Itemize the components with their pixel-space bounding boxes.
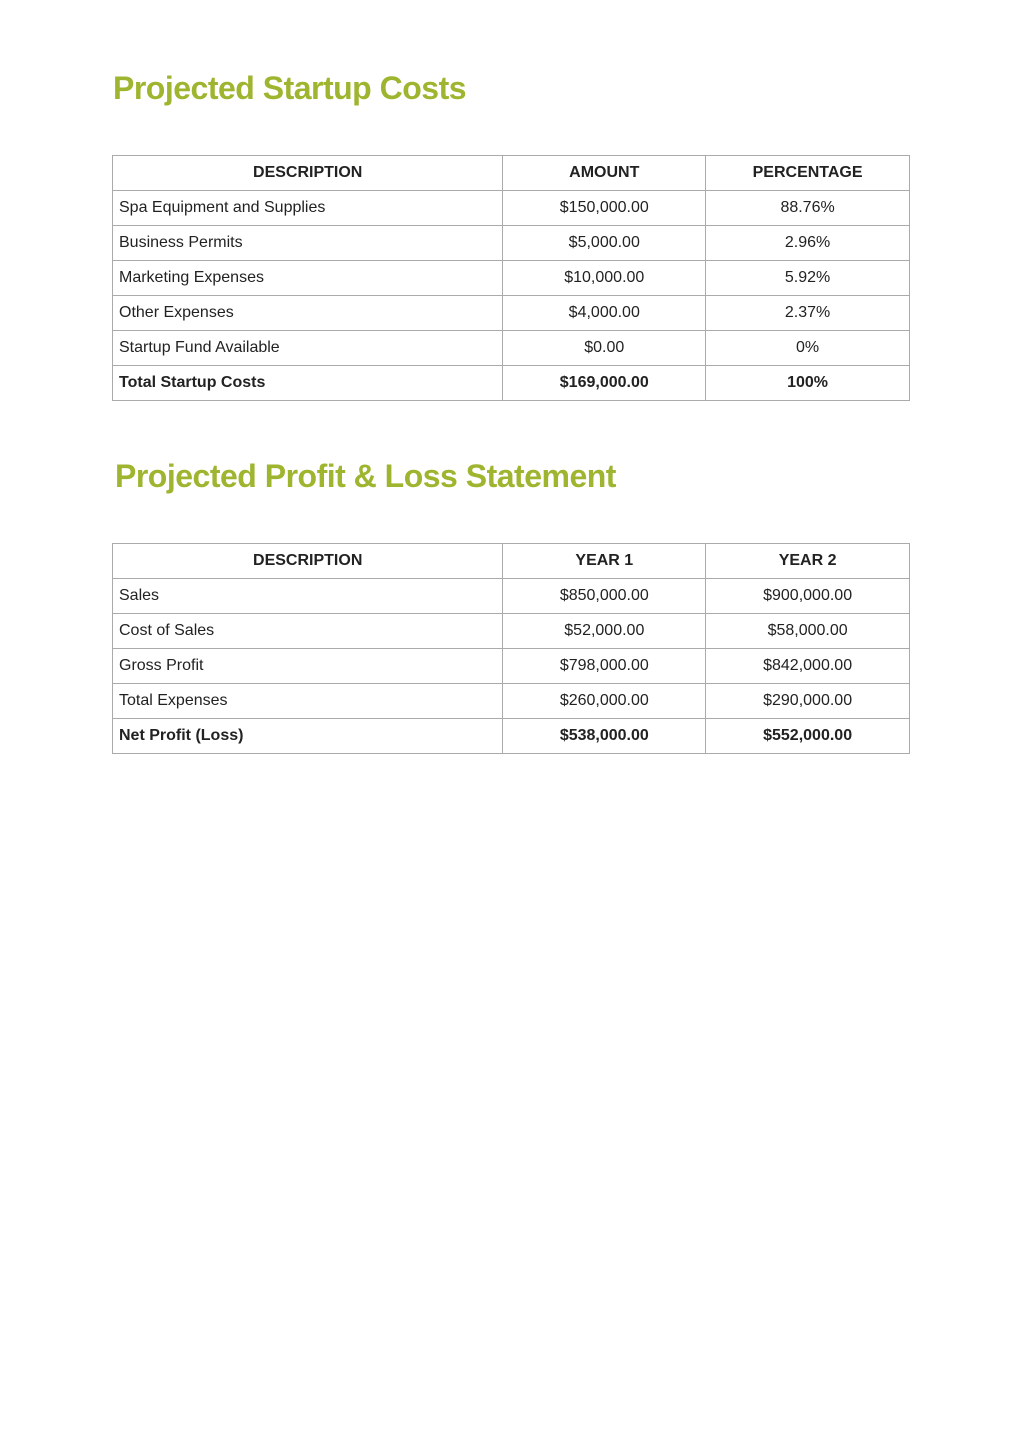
column-header: AMOUNT bbox=[503, 156, 706, 191]
row-description: Total Startup Costs bbox=[113, 366, 503, 401]
table-row bbox=[113, 331, 910, 366]
total-row bbox=[113, 719, 910, 754]
row-description: Sales bbox=[113, 579, 503, 614]
row-value: $169,000.00 bbox=[503, 366, 706, 401]
row-description: Total Expenses bbox=[113, 684, 503, 719]
table-row bbox=[113, 261, 910, 296]
table-row bbox=[113, 226, 910, 261]
table-row bbox=[113, 614, 910, 649]
total-row bbox=[113, 366, 910, 401]
row-description: Gross Profit bbox=[113, 649, 503, 684]
row-description: Marketing Expenses bbox=[113, 261, 503, 296]
row-description: Startup Fund Available bbox=[113, 331, 503, 366]
table-row bbox=[113, 296, 910, 331]
row-value: $52,000.00 bbox=[503, 614, 706, 649]
column-header: YEAR 1 bbox=[503, 544, 706, 579]
table-row bbox=[113, 579, 910, 614]
column-header: DESCRIPTION bbox=[113, 156, 503, 191]
table-row bbox=[113, 684, 910, 719]
row-value: $798,000.00 bbox=[503, 649, 706, 684]
table-row bbox=[113, 191, 910, 226]
column-header: YEAR 2 bbox=[706, 544, 910, 579]
column-header: DESCRIPTION bbox=[113, 544, 503, 579]
row-description: Net Profit (Loss) bbox=[113, 719, 503, 754]
header-row bbox=[113, 156, 910, 191]
profit-loss-table bbox=[112, 543, 910, 754]
row-value: 2.37% bbox=[706, 296, 910, 331]
row-value: $538,000.00 bbox=[503, 719, 706, 754]
row-value: $290,000.00 bbox=[706, 684, 910, 719]
profit-loss-title: Projected Profit & Loss Statement bbox=[115, 458, 616, 494]
row-value: 0% bbox=[706, 331, 910, 366]
row-value: $150,000.00 bbox=[503, 191, 706, 226]
row-description: Spa Equipment and Supplies bbox=[113, 191, 503, 226]
row-value: 5.92% bbox=[706, 261, 910, 296]
row-value: $5,000.00 bbox=[503, 226, 706, 261]
column-header: PERCENTAGE bbox=[706, 156, 910, 191]
row-value: $850,000.00 bbox=[503, 579, 706, 614]
row-value: 2.96% bbox=[706, 226, 910, 261]
row-value: $4,000.00 bbox=[503, 296, 706, 331]
row-value: $0.00 bbox=[503, 331, 706, 366]
row-value: $842,000.00 bbox=[706, 649, 910, 684]
startup-costs-table bbox=[112, 155, 910, 401]
startup-costs-title: Projected Startup Costs bbox=[113, 70, 467, 106]
row-value: $10,000.00 bbox=[503, 261, 706, 296]
row-value: 100% bbox=[706, 366, 910, 401]
table-row bbox=[113, 649, 910, 684]
row-value: $552,000.00 bbox=[706, 719, 910, 754]
row-value: 88.76% bbox=[706, 191, 910, 226]
row-description: Other Expenses bbox=[113, 296, 503, 331]
row-value: $58,000.00 bbox=[706, 614, 910, 649]
row-value: $900,000.00 bbox=[706, 579, 910, 614]
row-value: $260,000.00 bbox=[503, 684, 706, 719]
row-description: Cost of Sales bbox=[113, 614, 503, 649]
header-row bbox=[113, 544, 910, 579]
row-description: Business Permits bbox=[113, 226, 503, 261]
